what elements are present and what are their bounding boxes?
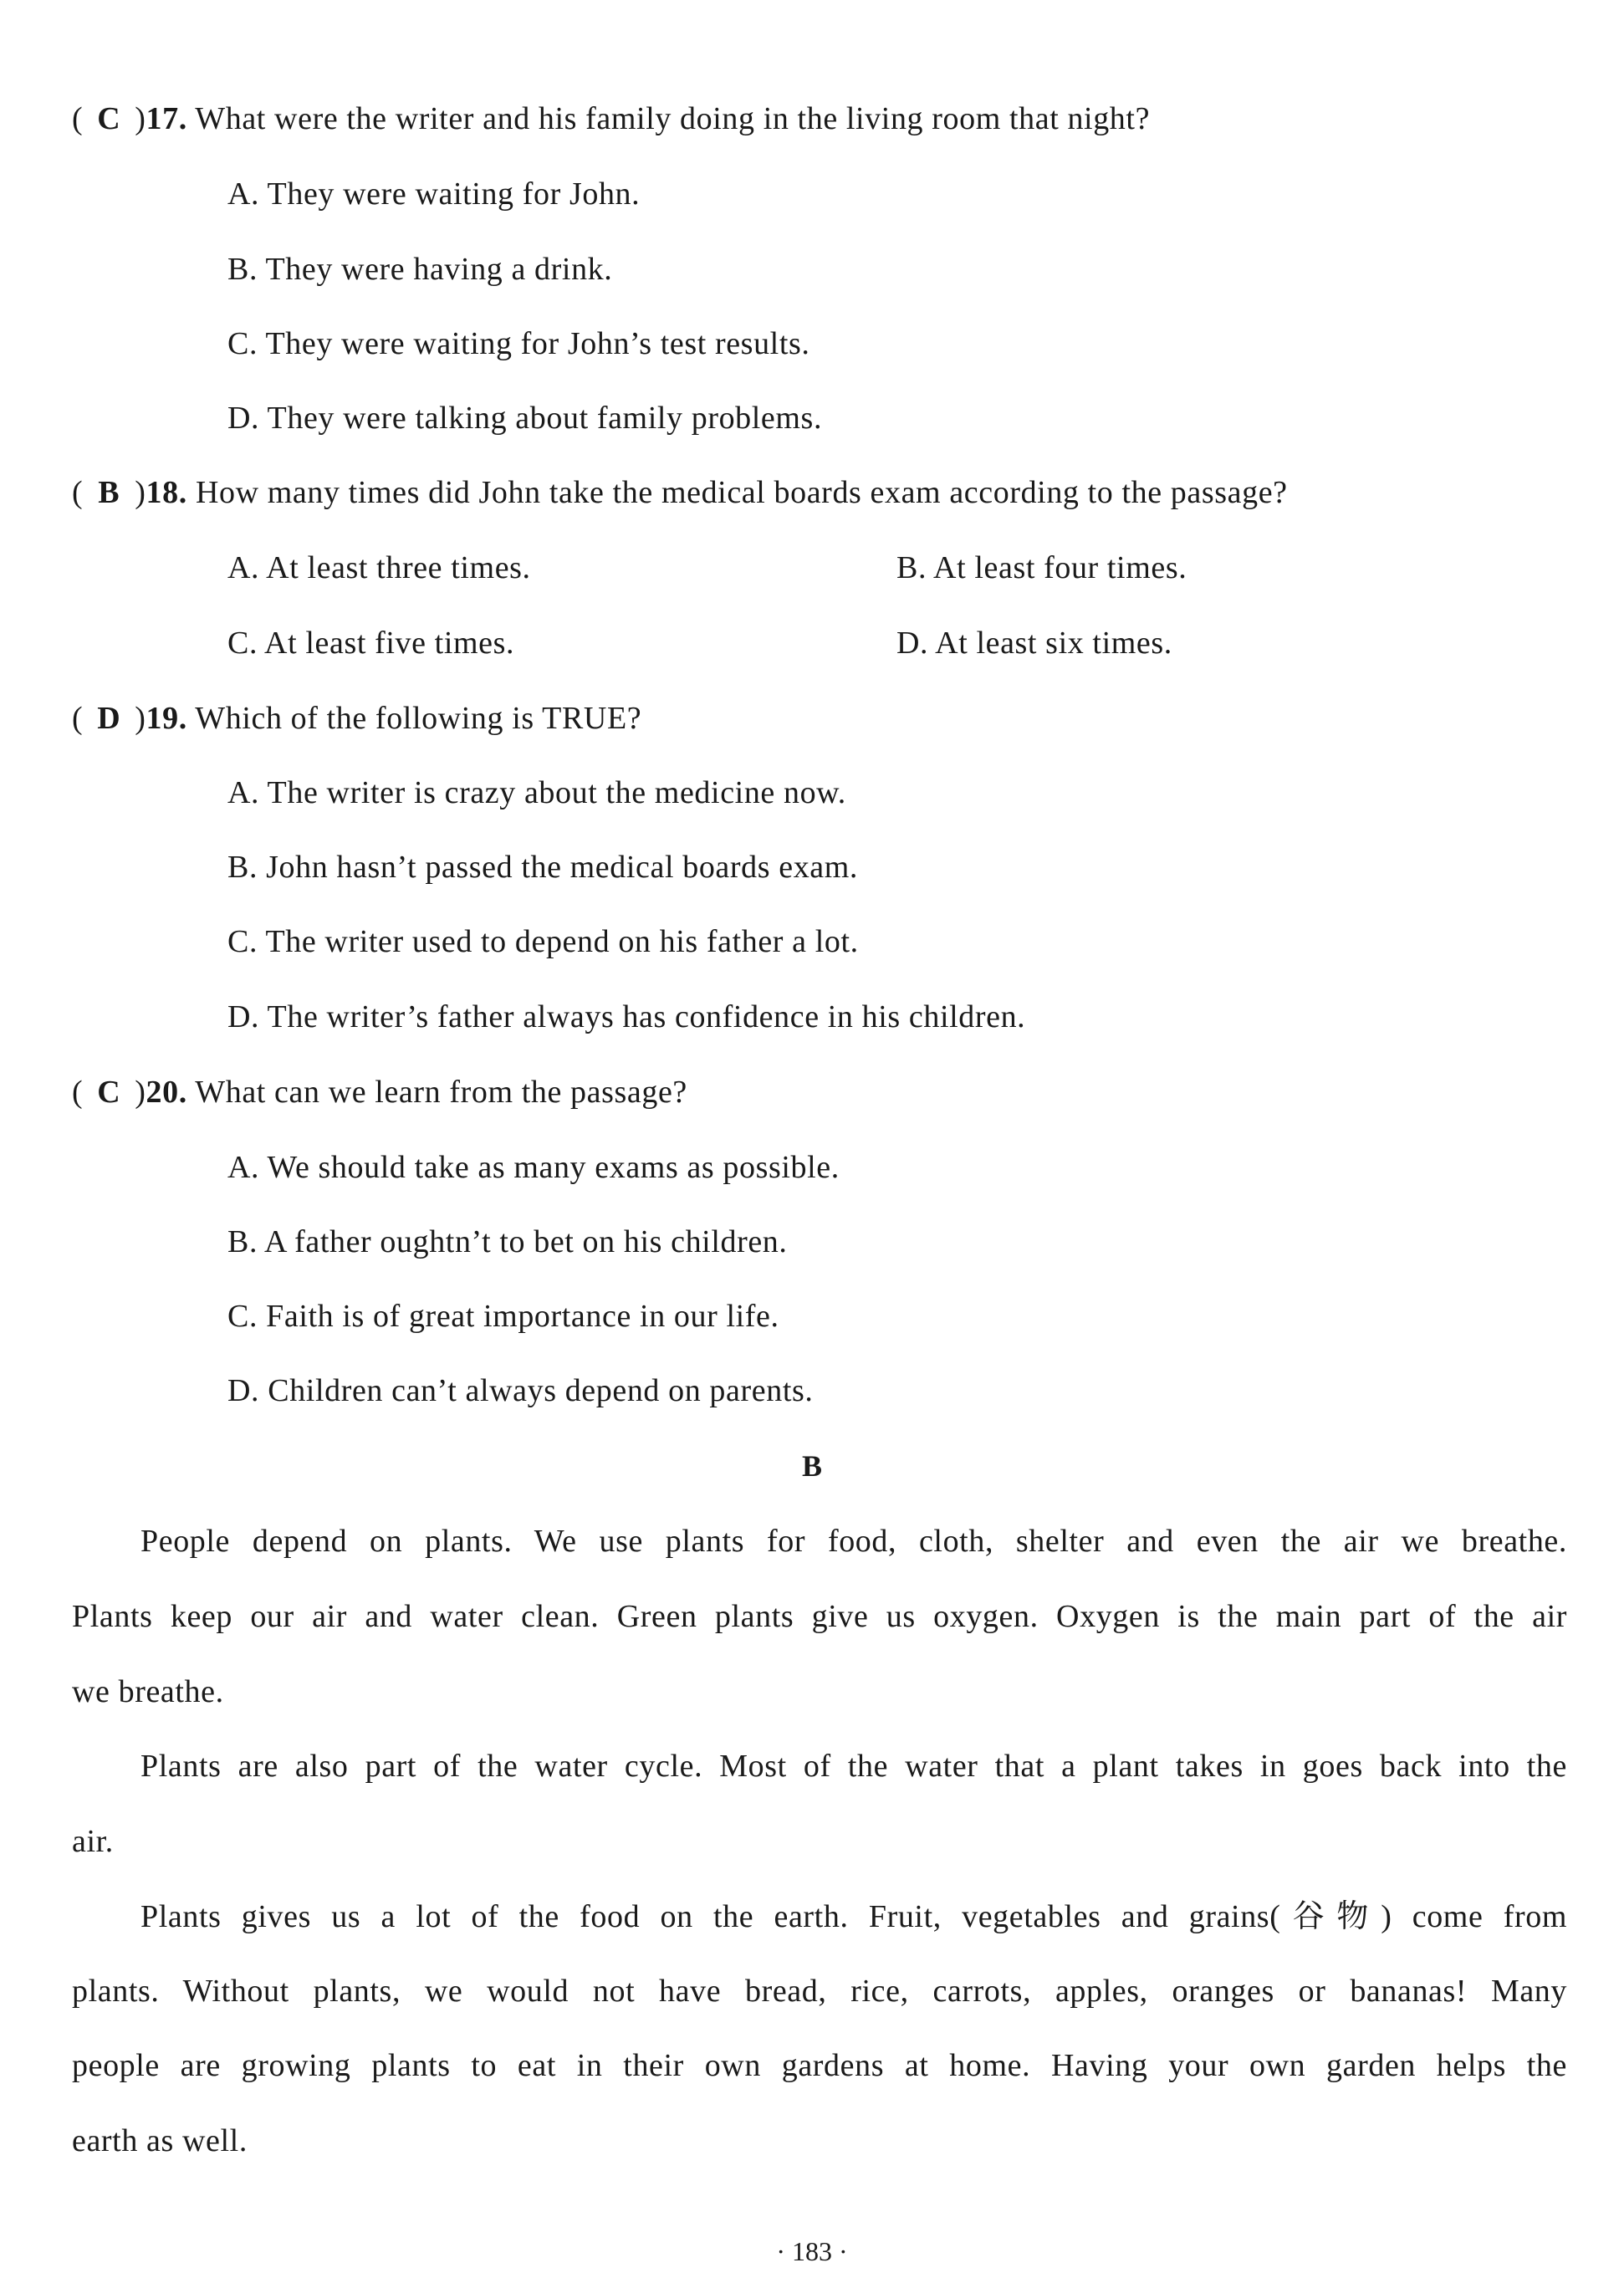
answer-17: C [97,101,121,136]
paragraph-1-line-3: we breathe. [72,1674,224,1709]
option-19-b: B. John hasn’t passed the medical boards exam. [227,850,859,885]
paragraph-3-line-3: people are growing plants to eat in their own gardens at home. Having your own garden helps the [72,2048,1567,2083]
section-b-title: B [801,1449,822,1483]
question-number-18: 18. [146,475,187,510]
question-20 [72,1074,687,1111]
option-17-b: B. They were having a drink. [227,252,613,287]
option-18-b: B. At least four times. [896,550,1187,585]
question-17 [72,100,1150,137]
paragraph-3-line-1: Plants gives us a lot of the food on the earth. Fruit, vegetables and grains(谷物) come from [140,1899,1567,1934]
open-paren: ( [72,475,84,510]
close-paren: ) [135,1075,146,1110]
question-stem-18: How many times did John take the medical boards exam according to the passage? [195,475,1288,510]
option-18-a: A. At least three times. [227,550,531,585]
close-paren: ) [135,475,146,510]
paragraph-1-line-2: Plants keep our air and water clean. Green plants give us oxygen. Oxygen is the main part of the air [72,1599,1567,1634]
question-number-19: 19. [146,701,187,736]
option-18-d: D. At least six times. [896,626,1172,661]
option-19-c: C. The writer used to depend on his father a lot. [227,924,859,959]
close-paren: ) [135,101,146,136]
close-paren: ) [135,701,146,736]
answer-18: B [98,475,120,510]
question-stem-19: Which of the following is TRUE? [195,701,642,736]
answer-20: C [97,1075,121,1110]
question-18 [72,474,1288,511]
option-19-a: A. The writer is crazy about the medicine now. [227,775,846,810]
paragraph-1-line-1: People depend on plants. We use plants for food, cloth, shelter and even the air we breathe. [140,1524,1567,1559]
option-20-a: A. We should take as many exams as possible. [227,1150,840,1185]
paragraph-2-line-2: air. [72,1824,114,1859]
open-paren: ( [72,701,84,736]
answer-19: D [97,701,121,736]
paragraph-2-line-1: Plants are also part of the water cycle. Most of the water that a plant takes in goes back into the [140,1749,1567,1784]
question-stem-20: What can we learn from the passage? [195,1075,687,1110]
option-17-c: C. They were waiting for John’s test results. [227,326,810,361]
option-18-c: C. At least five times. [227,626,515,661]
question-number-20: 20. [146,1075,187,1110]
option-20-c: C. Faith is of great importance in our life. [227,1299,779,1334]
open-paren: ( [72,1075,84,1110]
page-number: · 183 · [776,2236,848,2266]
question-19 [72,700,641,737]
question-number-17: 17. [146,101,187,136]
question-stem-17: What were the writer and his family doing in the living room that night? [195,101,1151,136]
option-17-a: A. They were waiting for John. [227,176,641,212]
paragraph-3-line-2: plants. Without plants, we would not have bread, rice, carrots, apples, oranges or bananas! Many [72,1974,1567,2009]
option-17-d: D. They were talking about family problems. [227,401,823,436]
option-19-d: D. The writer’s father always has confidence in his children. [227,999,1026,1034]
option-20-b: B. A father oughtn’t to bet on his children. [227,1224,788,1259]
option-20-d: D. Children can’t always depend on parents. [227,1373,814,1408]
paragraph-3-line-4: earth as well. [72,2123,248,2158]
open-paren: ( [72,101,84,136]
